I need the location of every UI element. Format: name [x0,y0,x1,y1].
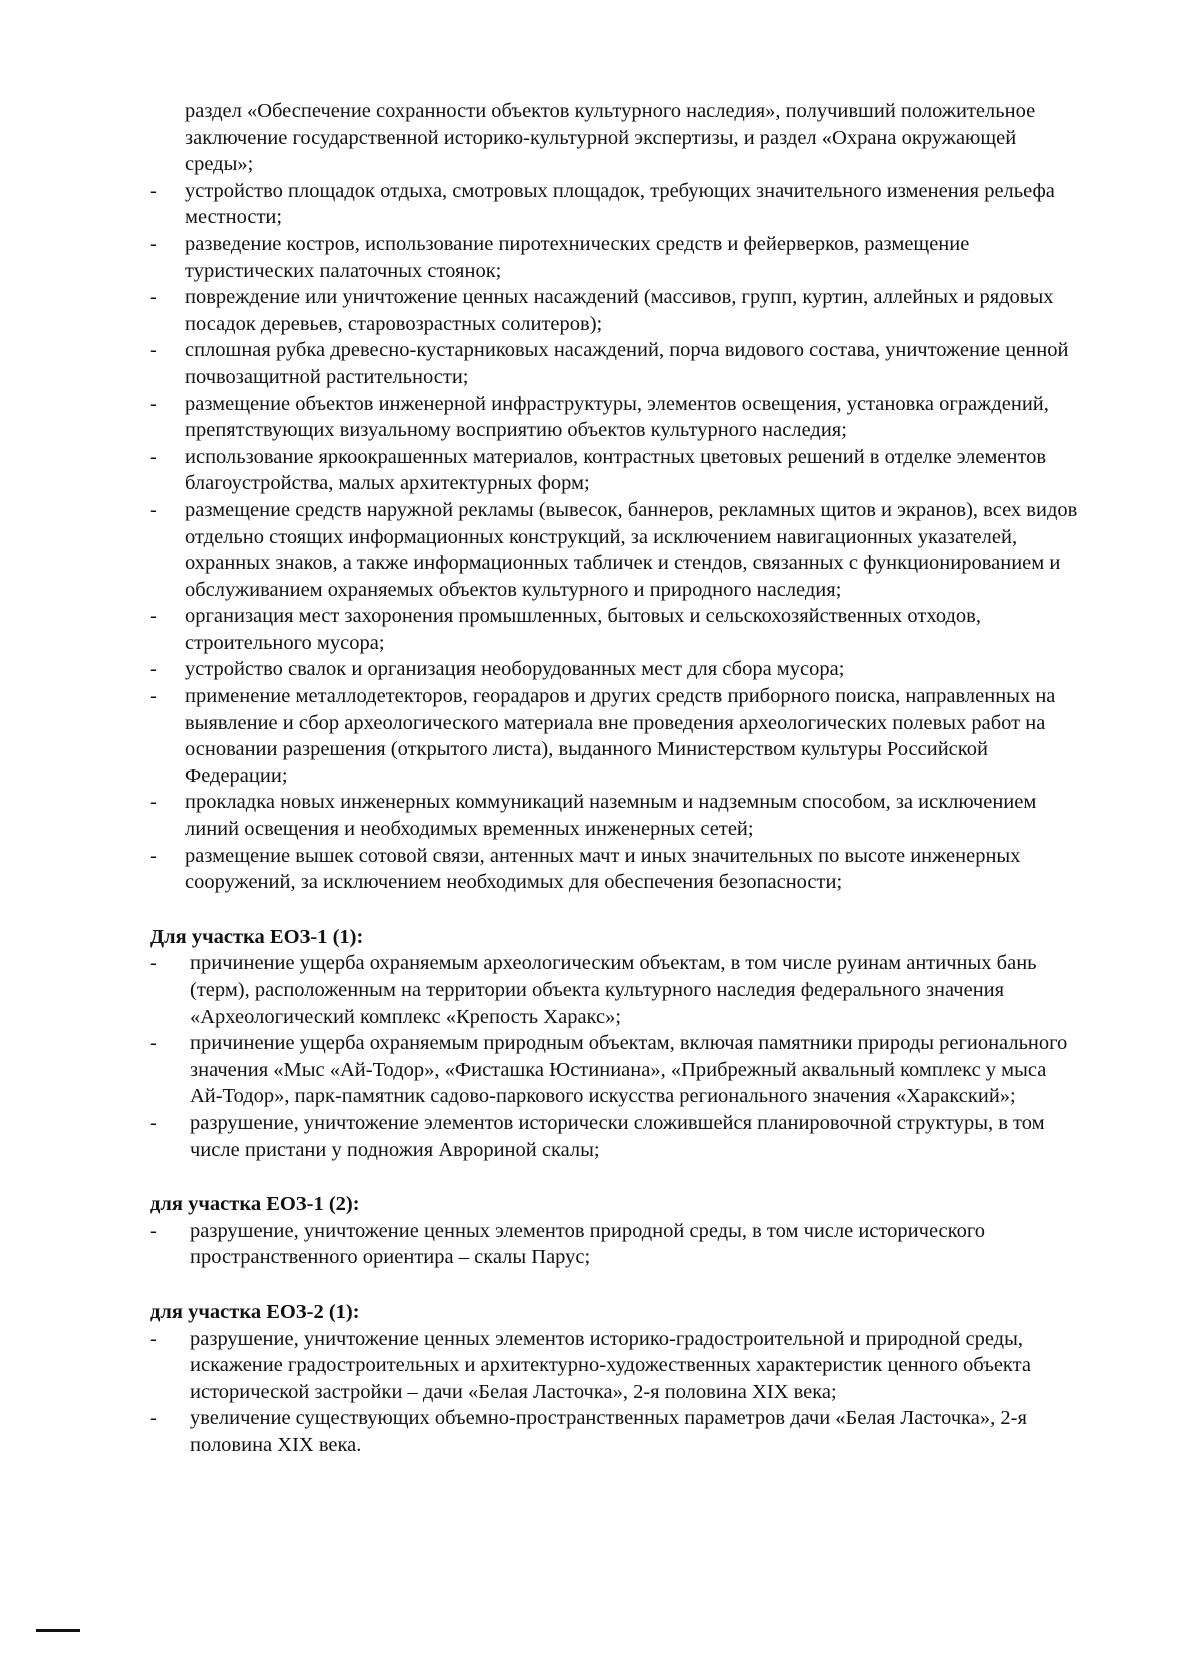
bullet-dash: - [150,232,157,255]
list-item-text: применение металлодетекторов, георадаров и других средств приборного поиска, направленных на выявление и сбор археологического материала вне проведения археологических полевых работ на основании разрешения (открытого листа), выданного Министерством культуры Российской Федерации; [185,685,1056,787]
list-item-text: разрушение, уничтожение элементов исторически сложившейся планировочной структуры, в том числе пристани у подножия Аврориной скалы; [190,1111,1045,1161]
bullet-dash: - [150,1407,157,1430]
list-item-text: размещение объектов инженерной инфраструктуры, элементов освещения, установка ограждений, препятствующих визуальному восприятию объектов культурного наследия; [185,392,1049,442]
bullet-dash: - [150,658,157,681]
list-item [150,1030,1080,1110]
section-eoz-2-1 [150,1299,1080,1459]
list-item [150,1405,1080,1458]
bullet-dash: - [150,952,157,975]
list-item [150,284,1080,337]
section-list [150,1218,1080,1271]
bullet-dash: - [150,1111,157,1134]
bullet-dash: - [150,498,157,521]
list-item [150,683,1080,789]
list-item-text: устройство свалок и организация необорудованных мест для сбора мусора; [185,658,845,681]
bullet-dash: - [150,791,157,814]
corner-mark [36,1629,80,1632]
list-item-text: разрушение, уничтожение ценных элементов природной среды, в том числе исторического пространственного ориентира – скалы Парус; [190,1219,985,1269]
list-item-text: разведение костров, использование пиротехнических средств и фейерверков, размещение туристических палаточных стоянок; [185,232,970,282]
list-item-text: увеличение существующих объемно-пространственных параметров дачи «Белая Ласточка», 2-я половина XIX века. [190,1407,1027,1456]
list-item-text: причинение ущерба охраняемым природным объектам, включая памятники природы регионального значения «Мыс «Ай-Тодор», «Фисташка Юстиниана», «Прибрежный аквальный комплекс у мыса Ай-Тодор», парк-памятник садово-паркового искусства регионального значения «Харакский»; [190,1032,1068,1108]
section-title: для участка ЕОЗ-2 (1): [150,1300,360,1323]
list-item [150,950,1080,1030]
list-item [150,497,1080,603]
section-list [150,1326,1080,1459]
bullet-dash: - [150,179,157,202]
list-item [150,337,1080,390]
bullet-dash: - [150,685,157,708]
bullet-dash: - [150,1032,157,1055]
bullet-dash: - [150,286,157,309]
bullet-dash: - [150,1219,157,1242]
bullet-dash: - [150,844,157,867]
list-item [150,843,1080,896]
list-item-text: прокладка новых инженерных коммуникаций наземным и надземным способом, за исключением линий освещения и необходимых временных инженерных сетей; [185,791,1037,841]
list-item [150,1110,1080,1163]
list-item-text: организация мест захоронения промышленных, бытовых и сельскохозяйственных отходов, строительного мусора; [185,605,981,654]
list-item [150,1218,1080,1271]
list-item [150,231,1080,284]
bullet-dash: - [150,392,157,415]
list-item [150,789,1080,842]
list-item [150,1326,1080,1406]
list-item-text: размещение вышек сотовой связи, антенных мачт и иных значительных по высоте инженерных сооружений, за исключением необходимых для обеспечения безопасности; [185,844,1021,894]
list-item-text: устройство площадок отдыха, смотровых площадок, требующих значительного изменения рельефа местности; [185,179,1055,229]
list-item-text: размещение средств наружной рекламы (вывесок, баннеров, рекламных щитов и экранов), всех видов отдельно стоящих информационных конструкций, за исключением навигационных указателей, охранных знаков, а также информационных табличек и стендов, связанных с функционированием и обслуживанием охраняемых объектов культурного и природного наследия; [185,498,1078,601]
general-restrictions-list [150,178,1080,896]
section-eoz-1-2 [150,1191,1080,1271]
section-title: Для участка ЕОЗ-1 (1): [150,925,364,948]
bullet-dash: - [150,1327,157,1350]
list-item-text: причинение ущерба охраняемым археологическим объектам, в том числе руинам античных бань (терм), расположенным на территории объекта культурного наследия федерального значения «Археологический комплекс «Крепость Харакс»; [190,952,1037,1028]
list-item [150,656,1080,683]
list-item-text: разрушение, уничтожение ценных элементов историко-градостроительной и природной среды, искажение градостроительных и архитектурно-художественных характеристик ценного объекта исторической застройки – дачи «Белая Ласточка», 2-я половина XIX века; [190,1327,1031,1403]
section-title: для участка ЕОЗ-1 (2): [150,1193,360,1216]
bullet-dash: - [150,445,157,468]
list-item [150,603,1080,656]
list-item [150,391,1080,444]
list-item [150,178,1080,231]
bullet-dash: - [150,339,157,362]
bullet-dash: - [150,605,157,628]
list-item-text: повреждение или уничтожение ценных насаждений (массивов, групп, куртин, аллейных и рядовых посадок деревьев, старовозрастных солитеров); [185,286,1054,335]
section-eoz-1-1 [150,924,1080,1163]
intro-paragraph: раздел «Обеспечение сохранности объектов культурного наследия», получивший положительное заключение государственной историко-культурной экспертизы, и раздел «Охрана окружающей среды»; [185,100,1036,176]
section-list [150,950,1080,1163]
list-item [150,444,1080,497]
list-item-text: сплошная рубка древесно-кустарниковых насаждений, порча видового состава, уничтожение ценной почвозащитной растительности; [185,339,1069,388]
list-item-text: использование яркоокрашенных материалов, контрастных цветовых решений в отделке элементов благоустройства, малых архитектурных форм; [185,445,1047,495]
